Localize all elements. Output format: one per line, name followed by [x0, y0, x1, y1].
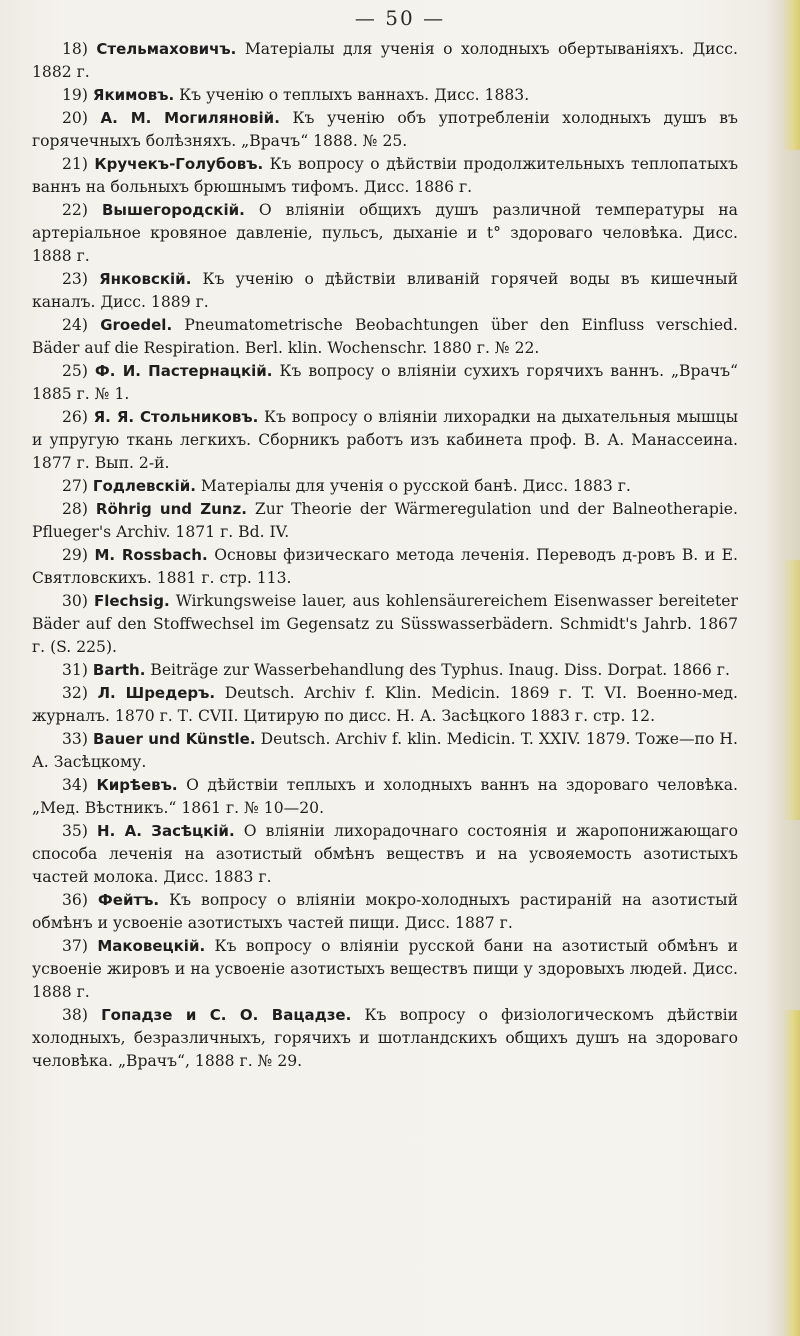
entry-author: Якимовъ.: [92, 86, 175, 104]
entry-number: 31): [62, 661, 88, 679]
bibliography-list: [32, 38, 738, 1073]
entry-citation: О дѣйствіи теплыхъ и холодныхъ ваннъ на здороваго человѣка. „Мед. Вѣстникъ.“ 1861 г. № 10—20.: [32, 776, 738, 817]
entry-author: Н. А. Засѣцкій.: [97, 822, 235, 840]
entry-number: 20): [62, 109, 88, 127]
entry-citation: Къ вопросу о вліяніи лихорадки на дыхательныя мышцы и упругую ткань легкихъ. Сборникъ работъ изъ кабинета проф. В. А. Манассеина. 1877 г. Вып. 2-й.: [32, 408, 738, 472]
entry-citation: Къ ученію о дѣйствіи вливаній горячей воды въ кишечный каналъ. Дисс. 1889 г.: [32, 270, 738, 311]
bibliography-entry: [32, 544, 738, 590]
bibliography-entry: [32, 406, 738, 475]
entry-citation: Къ ученію объ употребленіи холодныхъ душъ въ горячечныхъ болѣзняхъ. „Врачъ“ 1888. № 25.: [32, 109, 738, 150]
entry-citation: Къ вопросу о вліяніи сухихъ горячихъ ваннъ. „Врачъ“ 1885 г. № 1.: [32, 362, 738, 403]
paper-stain: [782, 1010, 800, 1336]
bibliography-entry: [32, 889, 738, 935]
entry-number: 26): [62, 408, 88, 426]
entry-citation: Основы физическаго метода леченія. Переводъ д-ровъ В. и Е. Святловскихъ. 1881 г. стр. 113.: [32, 546, 739, 587]
entry-citation: Wirkungsweise lauer, aus kohlensäurereichem Eisenwasser bereiteter Bäder auf den Stoffwechsel im Gegensatz zu Süsswasserbädern. Schmidt's Jahrb. 1867 г. (S. 225).: [32, 592, 738, 656]
entry-number: 32): [62, 684, 88, 702]
bibliography-entry: [32, 475, 738, 498]
entry-number: 27): [62, 477, 88, 495]
entry-author: Bauer und Künstle.: [93, 730, 256, 748]
page-number: — 50 —: [354, 6, 446, 30]
entry-citation: Deutsch. Archiv f. klin. Medicin. T. XXIV. 1879. Тоже—по Н. А. Засѣцкому.: [32, 730, 738, 771]
bibliography-entry: [32, 820, 738, 889]
entry-author: Маковецкій.: [97, 937, 206, 955]
entry-author: Янковскій.: [99, 270, 192, 288]
entry-author: Стельмаховичъ.: [96, 40, 237, 58]
bibliography-entry: [32, 682, 738, 728]
bibliography-entry: [32, 590, 738, 659]
entry-number: 28): [62, 500, 88, 518]
bibliography-entry: [32, 774, 738, 820]
entry-number: 19): [62, 86, 88, 104]
entry-author: Кручекъ-Голубовъ.: [94, 155, 264, 173]
entry-number: 24): [62, 316, 88, 334]
entry-citation: Deutsch. Archiv f. Klin. Medicin. 1869 г. T. VI. Военно-мед. журналъ. 1870 г. Т. CVII. Цитирую по дисс. Н. А. Засѣцкого 1883 г. стр. 12.: [32, 684, 738, 725]
entry-author: Barth.: [92, 661, 146, 679]
entry-citation: Матеріалы для ученія о холодныхъ обертываніяхъ. Дисс. 1882 г.: [32, 40, 738, 81]
entry-author: Röhrig und Zunz.: [95, 500, 247, 518]
entry-citation: Къ вопросу о вліяніи мокро-холодныхъ растираній на азотистый обмѣнъ и усвоеніе азотистыхъ частей пищи. Дисс. 1887 г.: [32, 891, 738, 932]
entry-author: Гопадзе и С. О. Вацадзе.: [101, 1006, 352, 1024]
bibliography-entry: [32, 659, 738, 682]
entry-citation: О вліяніи лихорадочнаго состоянія и жаропонижающаго способа леченія на азотистый обмѣнъ веществъ и на усвояемость азотистыхъ частей молока. Дисс. 1883 г.: [32, 822, 738, 886]
entry-author: Flechsig.: [94, 592, 170, 610]
bibliography-entry: [32, 107, 738, 153]
bibliography-entry: [32, 360, 738, 406]
entry-number: 36): [62, 891, 88, 909]
entry-number: 22): [62, 201, 88, 219]
bibliography-entry: [32, 1004, 738, 1073]
entry-citation: Beiträge zur Wasserbehandlung des Typhus. Inaug. Diss. Dorpat. 1866 г.: [145, 661, 730, 679]
entry-number: 37): [62, 937, 88, 955]
entry-number: 25): [62, 362, 88, 380]
entry-number: 23): [62, 270, 88, 288]
entry-author: Вышегородскій.: [101, 201, 245, 219]
bibliography-entry: [32, 935, 738, 1004]
entry-author: Годлевскій.: [92, 477, 196, 495]
bibliography-entry: [32, 38, 738, 84]
entry-author: Я. Я. Стольниковъ.: [93, 408, 259, 426]
bibliography-entry: [32, 314, 738, 360]
entry-number: 29): [62, 546, 88, 564]
entry-citation: Матеріалы для ученія о русской банѣ. Дисс. 1883 г.: [195, 477, 631, 495]
entry-number: 38): [62, 1006, 88, 1024]
entry-author: Л. Шредеръ.: [97, 684, 216, 702]
entry-author: Groedel.: [100, 316, 173, 334]
entry-number: 30): [62, 592, 88, 610]
bibliography-entry: [32, 268, 738, 314]
bibliography-entry: [32, 153, 738, 199]
entry-number: 21): [62, 155, 88, 173]
entry-author: Ф. И. Пастернацкій.: [94, 362, 273, 380]
entry-citation: Къ ученію о теплыхъ ваннахъ. Дисс. 1883.: [174, 86, 530, 104]
entry-citation: Zur Theorie der Wärmeregulation und der Balneotherapie. Pflueger's Archiv. 1871 г. Bd. IV.: [32, 500, 738, 541]
entry-author: Кирѣевъ.: [96, 776, 178, 794]
bibliography-entry: [32, 498, 738, 544]
entry-citation: Pneumatometrische Beobachtungen über den Einfluss verschied. Bäder auf die Respiration. Berl. klin. Wochenschr. 1880 г. № 22.: [32, 316, 738, 357]
bibliography-entry: [32, 728, 738, 774]
entry-number: 35): [62, 822, 88, 840]
entry-citation: Къ вопросу о дѣйствіи продолжительныхъ теплопатыхъ ваннъ на больныхъ брюшнымъ тифомъ. Дисс. 1886 г.: [32, 155, 739, 196]
entry-citation: Къ вопросу о вліяніи русской бани на азотистый обмѣнъ и усвоеніе жировъ и на усвоеніе азотистыхъ веществъ пищи у здоровыхъ людей. Дисс. 1888 г.: [32, 937, 738, 1001]
entry-author: Фейтъ.: [97, 891, 160, 909]
entry-citation: О вліяніи общихъ душъ различной температуры на артеріальное кровяное давленіе, пульсъ, дыханіе и t° здороваго человѣка. Дисс. 1888 г.: [32, 201, 738, 265]
entry-author: А. М. Могиляновій.: [100, 109, 280, 127]
bibliography-entry: [32, 199, 738, 268]
bibliography-entry: [32, 84, 738, 107]
paper-stain: [782, 560, 800, 820]
entry-number: 18): [62, 40, 88, 58]
entry-citation: Къ вопросу о физіологическомъ дѣйствіи холодныхъ, безразличныхъ, горячихъ и шотландскихъ общихъ душъ на здороваго человѣка. „Врачъ“, 1888 г. № 29.: [32, 1006, 738, 1070]
entry-author: М. Rossbach.: [94, 546, 208, 564]
entry-number: 33): [62, 730, 88, 748]
entry-number: 34): [62, 776, 88, 794]
